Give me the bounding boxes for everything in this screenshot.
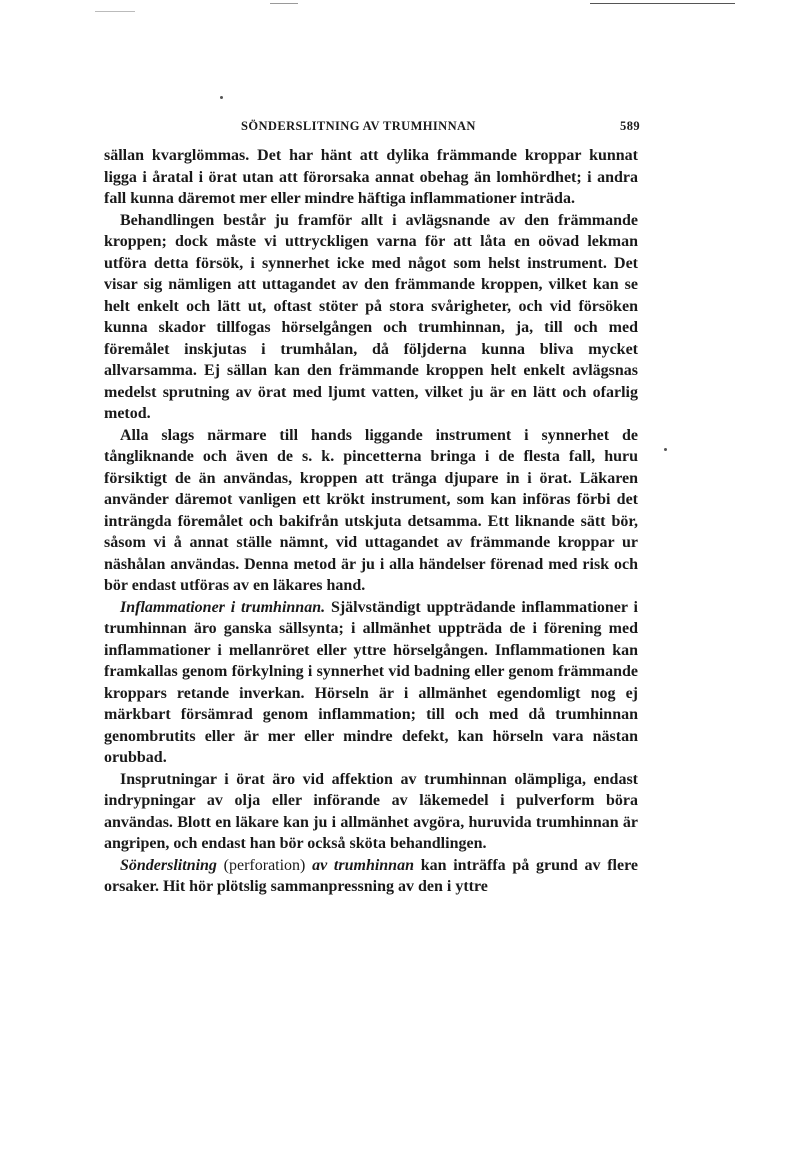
scan-artifact-line xyxy=(95,11,135,12)
page-number: 589 xyxy=(620,119,640,133)
paragraph-text: Självständigt uppträdande inflammationer i trumhinnan äro ganska sällsynta; i allmänhet uppträda de i förening med inflammationer i mellanröret eller yttre hörselgången. Inflammationen kan framkallas genom förkylning i synnerhet vid badning eller genom främmande kroppars retande inverkan. Hörseln är i allmänhet egendomligt nog ej märkbart försämrad genom inflammation; till och med då trumhinnan genombrutits eller är mer eller mindre defekt, kan hörseln vara nästan orubbad. xyxy=(104,598,638,766)
parenthetical: (perforation) xyxy=(216,856,313,874)
scan-artifact-dot xyxy=(220,96,223,99)
paragraph: Insprutningar i örat äro vid affektion av trumhinnan olämpliga, endast indrypningar av olja eller införande av läkemedel i pulverform böra användas. Blott en läkare kan ju i allmänhet avgöra, huruvida trumhinnan är angripen, och endast han bör också sköta behandlingen. xyxy=(104,770,638,852)
paragraph xyxy=(104,597,638,769)
paragraph xyxy=(104,855,638,898)
section-heading: Inflammationer i trumhinnan. xyxy=(120,598,326,616)
running-title: SÖNDERSLITNING AV TRUMHINNAN xyxy=(241,119,476,133)
scan-artifact-line xyxy=(270,3,298,4)
page-header xyxy=(104,119,640,137)
scan-artifact-line xyxy=(590,3,735,4)
paragraph: Alla slags närmare till hands liggande instrument i synnerhet de tångliknande och även de s. k. pincetterna bringa i de flesta fall, huru försiktigt de än användas, kroppen att tränga djupare in i örat. Läkaren använder däremot vanligen ett krökt instrument, som kan införas förbi det inträngda föremålet och bakifrån utskjuta detsamma. Ett liknande sätt bör, såsom vi å annat ställe nämnt, vid uttagandet av främmande kroppar ur näshålan användas. Denna metod är ju i alla händelser förenad med risk och bör endast utföras av en läkares hand. xyxy=(104,426,638,594)
paragraph: Behandlingen består ju framför allt i avlägsnande av den främmande kroppen; dock måste vi uttryckligen varna för att låta en oövad lekman utföra detta försök, i synnerhet icke med något som helst instrument. Det visar sig nämligen att uttagandet av den främmande kroppen, vilket kan se helt enkelt och lätt ut, oftast stöter på stora svårigheter, och vid försöken kunna skador tillfogas hörselgången och trumhinnan, ja, till och med föremålet inskjutas i trumhålan, då följderna kunna bliva mycket allvarsamma. Ej sällan kan den främmande kroppen helt enkelt avlägsnas medelst sprutning av örat med ljumt vatten, vilket ju är en lätt och ofarlig metod. xyxy=(104,211,638,422)
scan-artifact-dot xyxy=(664,448,667,451)
paragraph-text: kan inträffa på grund av flere orsaker. Hit hör plötslig sammanpressning av den i yttre xyxy=(104,856,638,895)
section-heading: Sönderslitning xyxy=(120,856,217,874)
body-text xyxy=(104,145,638,898)
paragraph: sällan kvarglömmas. Det har hänt att dylika främmande kroppar kunnat ligga i åratal i örat utan att förorsaka annat obehag än lomhördhet; i andra fall kunna däremot mer eller mindre häftiga inflammationer inträda. xyxy=(104,147,638,207)
section-heading: av trumhinnan xyxy=(312,856,414,874)
